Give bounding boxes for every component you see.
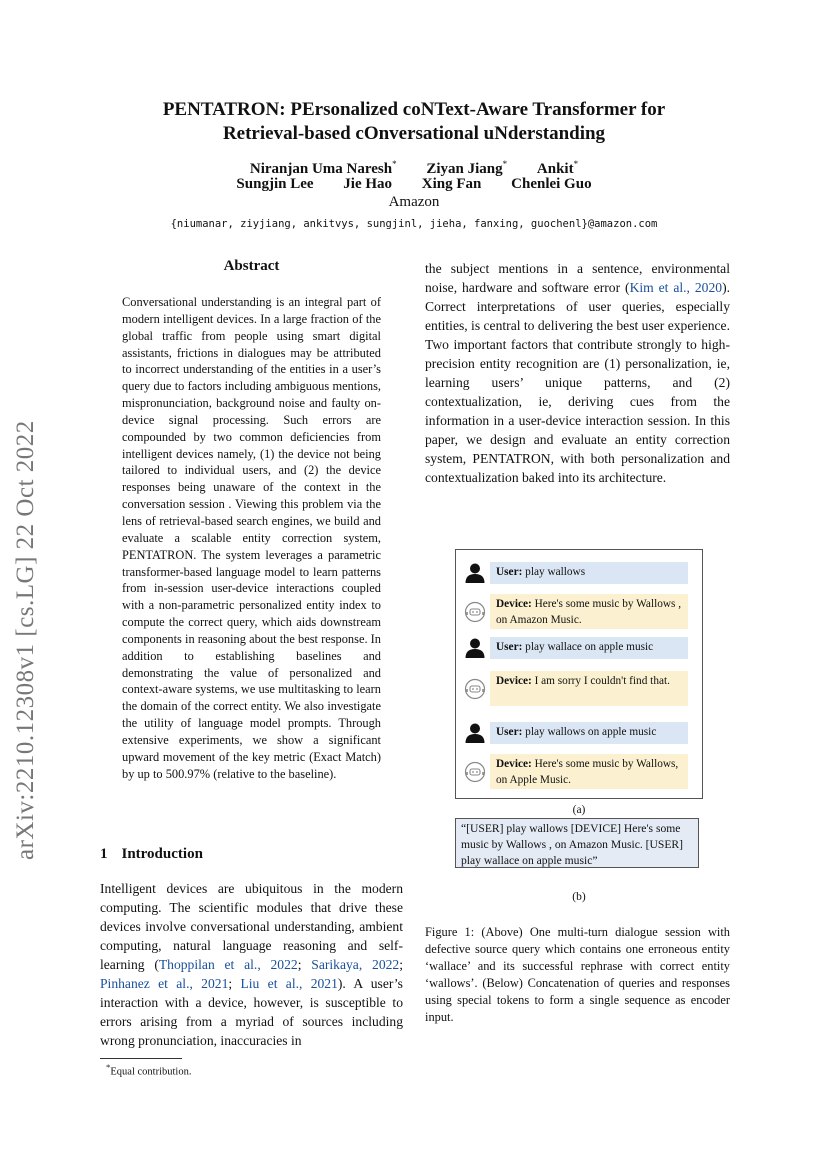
speaker-label: User: <box>496 566 523 578</box>
user-utterance <box>490 562 688 584</box>
author: Xing Fan <box>421 176 482 192</box>
author: Sungjin Lee <box>236 176 314 192</box>
figure-dialogue-panel <box>455 549 703 799</box>
footnote: *Equal contribution. <box>106 1062 192 1078</box>
authors-row-2 <box>0 174 828 194</box>
footnote-rule <box>100 1058 182 1059</box>
affiliation: Amazon <box>388 194 440 210</box>
speaker-label: User: <box>496 641 523 653</box>
abstract-text: Conversational understanding is an integral part of modern intelligent devices. In a large fraction of the global traffic from people using smart digital assistants, frictions in dialogues may be attributed to incorrect understanding of the entities in a user’s query due to factors including ambiguous mentions, mispronunciation, background noise and faulty on-device signal processing. Such errors are compounded by two common deficiencies from intelligent devices namely, (1) the device not being tailored to individual users, and (2) the device responses being unaware of the context in the conversation session . Viewing this problem via the lens of retrieval-based search engines, we build and evaluate a scalable entity correction system, PENTATRON. The system leverages a parametric transformer-based language model to learn patterns from in-session user-device interactions coupled with a non-parametric personalized entity index to compute the correct query, which aids downstream components in reasoning about the best response. In addition to establishing baselines and demonstrating the value of personalized and context-aware systems, we use multitasking to learn the domain of the correct entity. We also investigate the utility of language model prompts. Through extensive experiments, we show a significant upward movement of the key metric (Exact Match) by up to 500.97% (relative to the baseline). <box>122 295 381 781</box>
utterance-text: play wallows <box>522 566 586 578</box>
device-headset-icon <box>464 601 486 623</box>
speaker-label: User: <box>496 726 523 738</box>
utterance-text: play wallows on apple music <box>522 726 657 738</box>
title-line-2: Retrieval-based cOnversational uNderstanding <box>222 123 606 144</box>
device-response <box>490 594 688 629</box>
speaker-label: Device: <box>496 758 532 770</box>
speaker-label: Device: <box>496 675 532 687</box>
utterance-text: play wallace on apple music <box>522 641 654 653</box>
section-number: 1 <box>100 846 108 862</box>
user-utterance <box>490 722 688 744</box>
author: Ziyan Jiang* <box>426 159 508 177</box>
device-response <box>490 754 688 789</box>
subfigure-label-a: (a) <box>572 804 586 816</box>
section-heading-introduction <box>100 846 217 863</box>
author-emails: {niumanar, ziyjiang, ankitvys, sungjinl, jieha, fanxing, guochenl}@amazon.com <box>170 218 658 230</box>
author: Ankit* <box>536 159 579 177</box>
abstract-heading: Abstract <box>223 258 280 274</box>
utterance-text: I am sorry I couldn't find that. <box>531 675 670 687</box>
citation-link[interactable]: Kim et al., 2020 <box>629 280 723 295</box>
speaker-label: Device: <box>496 598 532 610</box>
arxiv-identifier: arXiv:2210.12308v1 [cs.LG] 22 Oct 2022 <box>12 420 39 860</box>
author: Niranjan Uma Naresh* <box>249 159 397 177</box>
user-utterance <box>490 637 688 659</box>
user-icon <box>464 722 486 744</box>
right-column-text: the subject mentions in a sentence, environmental noise, hardware and software error (Kim et al., 2020). Correct interpretations of user queries, especially entities, is central to delivering the best user experience. Two important factors that contribute strongly to high-precision entity recognition are (1) personalization, ie, learning users’ unique patterns, and (2) contextualization, ie, deriving cues from the information in a user-device interaction session. In this paper, we design and evaluate an entity correction system, PENTATRON, with both personalization and contextualization baked into its architecture. <box>425 261 730 485</box>
device-headset-icon <box>464 678 486 700</box>
citation-link[interactable]: Thoppilan et al., 2022 <box>158 957 298 972</box>
section-title: Introduction <box>121 846 203 862</box>
author: Jie Hao <box>343 176 393 192</box>
user-icon <box>464 637 486 659</box>
citation-link[interactable]: Sarikaya, 2022 <box>311 957 400 972</box>
citation-link[interactable]: Pinhanez et al., 2021 <box>100 976 229 991</box>
figure-caption: Figure 1: (Above) One multi-turn dialogue session with defective source query which contains one erroneous entity ‘wallace’ and its successful rephrase with correct entity ‘wallows’. (Below) Concatenation of queries and responses using special tokens to form a single sequence as encoder input. <box>425 925 730 1024</box>
user-icon <box>464 562 486 584</box>
introduction-text: Intelligent devices are ubiquitous in the modern computing. The scientific modules that drive these devices involve conversational understanding, ambient computing, natural language reasoning and self-learning (Thoppilan et al., 2022; Sarikaya, 2022; Pinhanez et al., 2021; Liu et al., 2021). A user’s interaction with a device, however, is susceptible to errors arising from a myriad of sources including wrong pronunciation, inaccuracies in <box>100 881 403 1048</box>
paper-title <box>0 98 828 146</box>
author: Chenlei Guo <box>511 176 592 192</box>
device-headset-icon <box>464 761 486 783</box>
encoder-sequence-box: “[USER] play wallows [DEVICE] Here's some music by Wallows , on Amazon Music. [USER] play wallace on apple music” <box>455 818 699 868</box>
subfigure-label-b: (b) <box>572 891 586 903</box>
utterance-text: Here's some music by Wallows, on Apple Music. <box>496 758 679 786</box>
device-response <box>490 671 688 706</box>
title-line-1: PENTATRON: PErsonalized coNText-Aware Transformer for <box>162 99 666 120</box>
citation-link[interactable]: Liu et al., 2021 <box>240 976 338 991</box>
utterance-text: Here's some music by Wallows , on Amazon Music. <box>496 598 682 626</box>
